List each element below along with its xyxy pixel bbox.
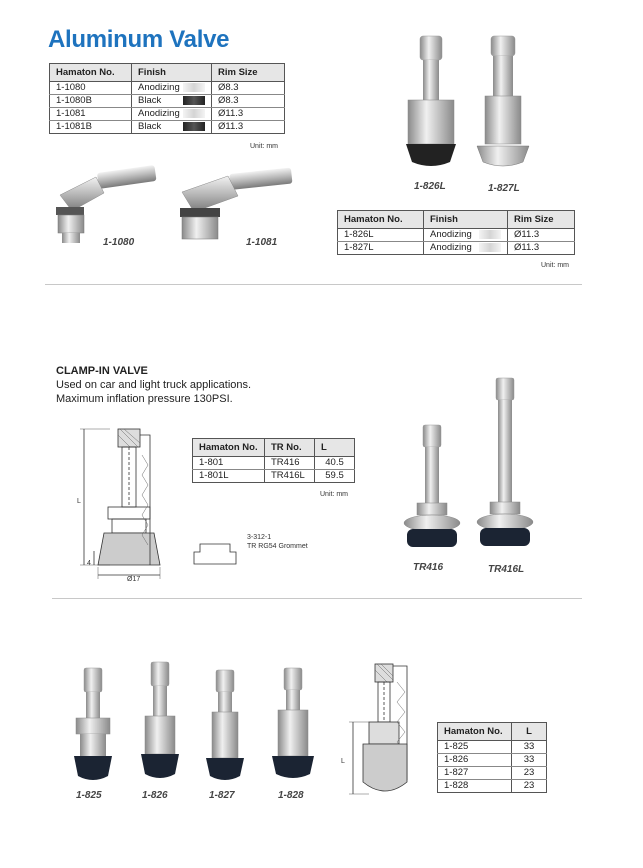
cell-no: 1-826 — [438, 754, 512, 767]
cell-finish — [132, 82, 212, 95]
table-row — [438, 741, 547, 754]
caption-tr416l: TR416L — [488, 564, 525, 575]
cell-finish — [132, 108, 212, 121]
cell-rim: Ø11.3 — [508, 242, 575, 255]
table-row — [50, 121, 285, 134]
cell-no: 1-1081B — [50, 121, 132, 134]
cell-l: 33 — [512, 741, 547, 754]
cell-no: 1-801L — [193, 470, 265, 483]
header-finish: Finish — [424, 211, 508, 229]
table-row — [338, 229, 575, 242]
grommet-code: 3-312-1 — [247, 534, 272, 541]
valve-827l-image — [473, 36, 533, 176]
section-divider — [52, 598, 582, 599]
valve-827-image — [200, 670, 250, 788]
cell-l: 33 — [512, 754, 547, 767]
clamp-in-desc-2: Maximum inflation pressure 130PSI. — [56, 393, 233, 405]
spec-table-aluminum — [49, 63, 285, 134]
header-l: L — [512, 723, 547, 741]
table-row — [338, 242, 575, 255]
spec-table-clamp — [192, 438, 355, 483]
anodizing-swatch — [183, 109, 205, 118]
caption-1-827l: 1-827L — [488, 183, 520, 194]
table-header-row — [338, 211, 575, 229]
dimension-l-label: L — [341, 758, 345, 765]
table-header-row — [50, 64, 285, 82]
unit-note: Unit: mm — [320, 491, 348, 498]
unit-note: Unit: mm — [541, 262, 569, 269]
valve-825-image — [68, 668, 118, 788]
cell-no: 1-827 — [438, 767, 512, 780]
table-row — [438, 780, 547, 793]
cell-l: 40.5 — [315, 457, 355, 470]
header-rim-size: Rim Size — [508, 211, 575, 229]
header-finish: Finish — [132, 64, 212, 82]
finish-text: Anodizing — [138, 108, 180, 119]
snap-valve-drawing — [345, 662, 425, 804]
valve-826l-image — [400, 36, 460, 176]
header-l: L — [315, 439, 355, 457]
cell-no: 1-1080B — [50, 95, 132, 108]
valve-1080-image — [38, 165, 163, 245]
anodizing-swatch — [479, 243, 501, 252]
cell-finish — [424, 229, 508, 242]
table-row — [438, 767, 547, 780]
cell-finish — [132, 95, 212, 108]
cell-finish — [424, 242, 508, 255]
valve-tr416-image — [401, 425, 461, 560]
caption-1-825: 1-825 — [76, 790, 102, 801]
table-row — [50, 82, 285, 95]
cell-l: 23 — [512, 767, 547, 780]
valve-tr416l-image — [476, 378, 536, 560]
valve-826-image — [135, 662, 185, 787]
valve-828-image — [268, 668, 318, 788]
unit-note: Unit: mm — [250, 143, 278, 150]
header-rim-size: Rim Size — [212, 64, 285, 82]
cell-no: 1-826L — [338, 229, 424, 242]
table-header-row — [438, 723, 547, 741]
cell-no: 1-828 — [438, 780, 512, 793]
grommet-label: TR RG54 Grommet — [247, 543, 308, 550]
caption-1-828: 1-828 — [278, 790, 304, 801]
caption-1-1080: 1-1080 — [103, 237, 135, 248]
cell-rim: Ø11.3 — [508, 229, 575, 242]
cell-tr: TR416L — [265, 470, 315, 483]
cell-no: 1-801 — [193, 457, 265, 470]
dimension-l-label: L — [77, 498, 81, 505]
finish-text: Anodizing — [430, 242, 472, 253]
header-hamaton-no: Hamaton No. — [438, 723, 512, 741]
table-row — [50, 95, 285, 108]
cell-no: 1-1080 — [50, 82, 132, 95]
header-hamaton-no: Hamaton No. — [338, 211, 424, 229]
finish-text: Anodizing — [430, 229, 472, 240]
finish-text: Black — [138, 95, 162, 106]
caption-1-1081: 1-1081 — [246, 237, 278, 248]
page-title: Aluminum Valve — [48, 26, 230, 53]
header-hamaton-no: Hamaton No. — [193, 439, 265, 457]
cell-l: 23 — [512, 780, 547, 793]
table-row — [193, 470, 355, 483]
black-swatch — [183, 122, 205, 131]
caption-1-826l: 1-826L — [414, 181, 446, 192]
spec-table-snap — [437, 722, 547, 793]
cell-finish — [132, 121, 212, 134]
header-hamaton-no: Hamaton No. — [50, 64, 132, 82]
cell-l: 59.5 — [315, 470, 355, 483]
finish-text: Anodizing — [138, 82, 180, 93]
cell-no: 1-827L — [338, 242, 424, 255]
dimension-dia-label: Ø17 — [127, 576, 141, 583]
cell-rim: Ø8.3 — [212, 95, 285, 108]
table-row — [50, 108, 285, 121]
caption-tr416: TR416 — [413, 562, 444, 573]
caption-1-827: 1-827 — [209, 790, 235, 801]
grommet-drawing — [190, 540, 240, 570]
clamp-valve-drawing — [80, 425, 190, 585]
valve-1081-image — [172, 168, 297, 248]
cell-rim: Ø8.3 — [212, 82, 285, 95]
header-tr-no: TR No. — [265, 439, 315, 457]
table-header-row — [193, 439, 355, 457]
anodizing-swatch — [183, 83, 205, 92]
cell-rim: Ø11.3 — [212, 121, 285, 134]
clamp-in-title: CLAMP-IN VALVE — [56, 365, 148, 377]
table-row — [193, 457, 355, 470]
cell-no: 1-1081 — [50, 108, 132, 121]
clamp-in-desc-1: Used on car and light truck applications. — [56, 379, 252, 391]
black-swatch — [183, 96, 205, 105]
finish-text: Black — [138, 121, 162, 132]
spec-table-826l — [337, 210, 575, 255]
cell-no: 1-825 — [438, 741, 512, 754]
cell-tr: TR416 — [265, 457, 315, 470]
section-divider — [45, 284, 582, 285]
caption-1-826: 1-826 — [142, 790, 168, 801]
cell-rim: Ø11.3 — [212, 108, 285, 121]
dimension-4-label: 4 — [87, 560, 91, 567]
anodizing-swatch — [479, 230, 501, 239]
table-row — [438, 754, 547, 767]
